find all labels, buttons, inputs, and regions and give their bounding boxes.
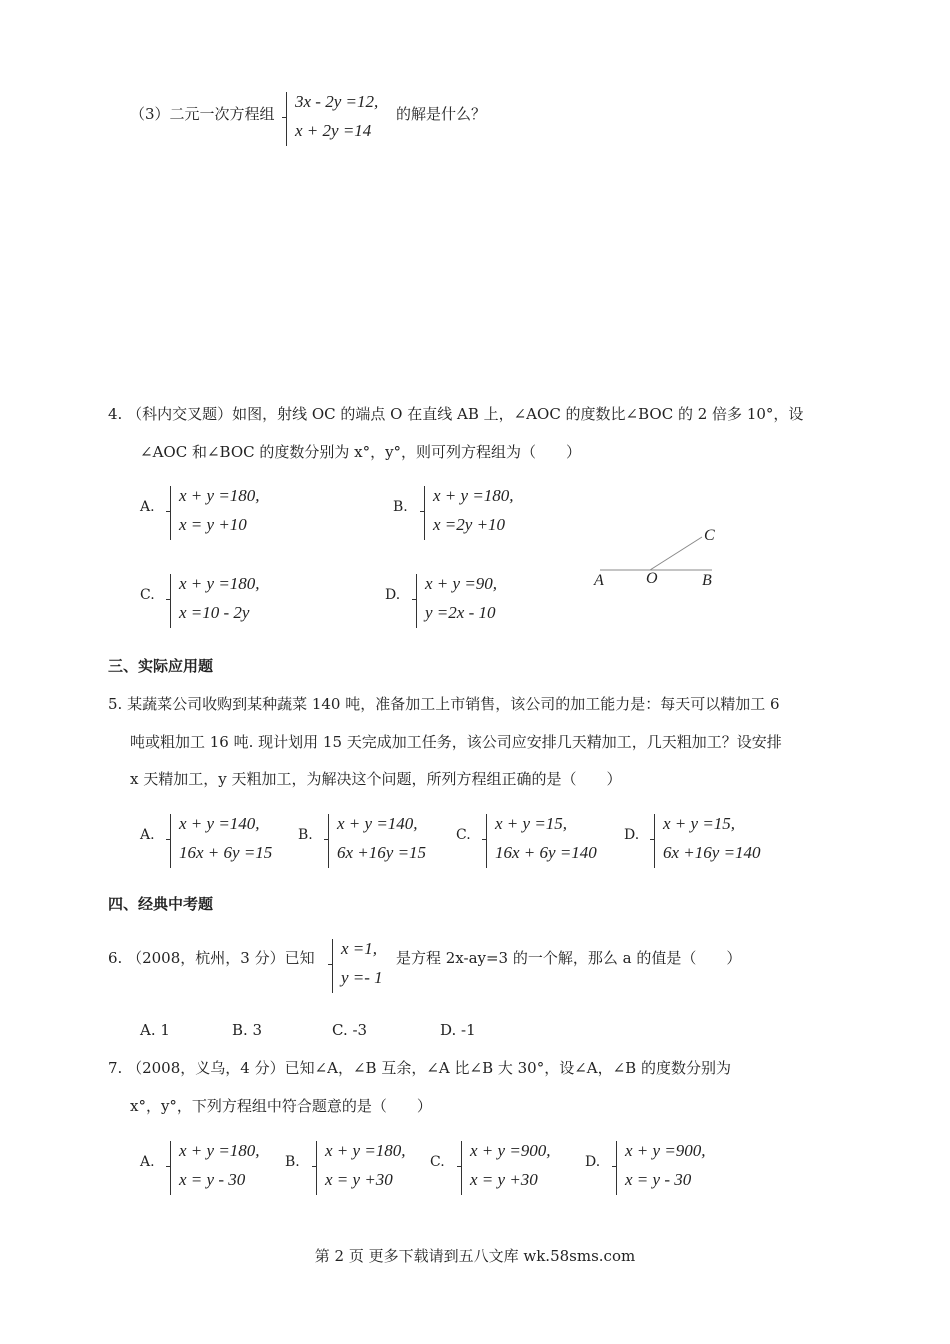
q6-eq1: x =1, <box>341 939 378 958</box>
q7-d-eq2: x = y - 30 <box>625 1170 692 1189</box>
q5-option-a-label: A. <box>140 827 155 843</box>
q5-d-eq2: 6x +16y =140 <box>663 843 761 862</box>
q5-b-eq1: x + y =140, <box>337 814 418 833</box>
point-b-label: B <box>702 572 712 589</box>
q6-option-c: C. -3 <box>332 1021 368 1039</box>
point-a-label: A <box>594 572 604 589</box>
q5-line2: 吨或粗加工 16 吨. 现计划用 15 天完成加工任务，该公司应安排几天精加工，几天粗加工？设安排 <box>130 733 782 751</box>
q4-line2: ∠AOC 和∠BOC 的度数分别为 x°，y°，则可列方程组为（ ） <box>140 443 582 461</box>
q7-c-eq1: x + y =900, <box>470 1141 551 1160</box>
section-3-heading: 三、实际应用题 <box>108 657 214 675</box>
q6-option-d: D. -1 <box>440 1021 476 1039</box>
q4-b-eq2: x =2y +10 <box>433 515 506 534</box>
q5-c-eq2: 16x + 6y =140 <box>495 843 597 862</box>
q6-prefix: 6. （2008，杭州，3 分）已知 <box>108 949 315 967</box>
q6-suffix: 是方程 2x-ay=3 的一个解，那么 a 的值是（ ） <box>396 949 742 967</box>
q7-line1: 7. （2008，义乌，4 分）已知∠A，∠B 互余，∠A 比∠B 大 30°，设∠A，∠B 的度数分别为 <box>108 1059 731 1077</box>
q5-c-eq1: x + y =15, <box>495 814 568 833</box>
q4-a-eq1: x + y =180, <box>179 486 260 505</box>
q5-d-eq1: x + y =15, <box>663 814 736 833</box>
point-c-label: C <box>704 527 715 544</box>
point-o-label: O <box>646 570 658 587</box>
q5-b-eq2: 6x +16y =15 <box>337 843 427 862</box>
section-4-heading: 四、经典中考题 <box>108 895 214 913</box>
q7-option-a-label: A. <box>140 1154 155 1170</box>
q4-line1: 4. （科内交叉题）如图，射线 OC 的端点 O 在直线 AB 上，∠AOC 的度数比∠BOC 的 2 倍多 10°，设 <box>108 405 804 423</box>
q7-d-eq1: x + y =900, <box>625 1141 706 1160</box>
ray-oc <box>650 537 702 570</box>
q7-b-eq2: x = y +30 <box>325 1170 393 1189</box>
q6-eq2: y =- 1 <box>341 968 383 987</box>
q4-d-eq2: y =2x - 10 <box>425 603 496 622</box>
q4-c-eq2: x =10 - 2y <box>179 603 250 622</box>
page-footer: 第 2 页 更多下载请到五八文库 wk.58sms.com <box>314 1247 636 1265</box>
q4-b-eq1: x + y =180, <box>433 486 514 505</box>
q4-c-eq1: x + y =180, <box>179 574 260 593</box>
q3-eq2: x + 2y =14 <box>295 121 372 140</box>
q7-option-c-label: C. <box>430 1154 445 1170</box>
q6-option-b: B. 3 <box>232 1021 263 1039</box>
q7-option-b-label: B. <box>285 1154 300 1170</box>
q5-line3: x 天精加工，y 天粗加工，为解决这个问题，所列方程组正确的是（ ） <box>130 770 622 788</box>
q4-d-eq1: x + y =90, <box>425 574 498 593</box>
q4-option-a-label: A. <box>140 499 155 515</box>
q3-eq1: 3x - 2y =12, <box>295 92 379 111</box>
q5-option-b-label: B. <box>298 827 313 843</box>
q4-option-d-label: D. <box>385 587 401 603</box>
q3-suffix: 的解是什么？ <box>396 105 487 123</box>
q7-line2: x°，y°，下列方程组中符合题意的是（ ） <box>130 1097 432 1115</box>
q7-a-eq2: x = y - 30 <box>179 1170 246 1189</box>
q6-option-a: A. 1 <box>140 1021 170 1039</box>
q5-a-eq1: x + y =140, <box>179 814 260 833</box>
q5-a-eq2: 16x + 6y =15 <box>179 843 273 862</box>
q3-prefix: （3）二元一次方程组 <box>130 105 275 123</box>
q4-option-b-label: B. <box>393 499 408 515</box>
q7-a-eq1: x + y =180, <box>179 1141 260 1160</box>
q7-option-d-label: D. <box>585 1154 601 1170</box>
q4-option-c-label: C. <box>140 587 155 603</box>
q5-option-d-label: D. <box>624 827 640 843</box>
q7-c-eq2: x = y +30 <box>470 1170 538 1189</box>
q7-b-eq1: x + y =180, <box>325 1141 406 1160</box>
q5-option-c-label: C. <box>456 827 471 843</box>
q4-a-eq2: x = y +10 <box>179 515 247 534</box>
q5-line1: 5. 某蔬菜公司收购到某种蔬菜 140 吨，准备加工上市销售，该公司的加工能力是：每天可以精加工 6 <box>108 695 780 713</box>
